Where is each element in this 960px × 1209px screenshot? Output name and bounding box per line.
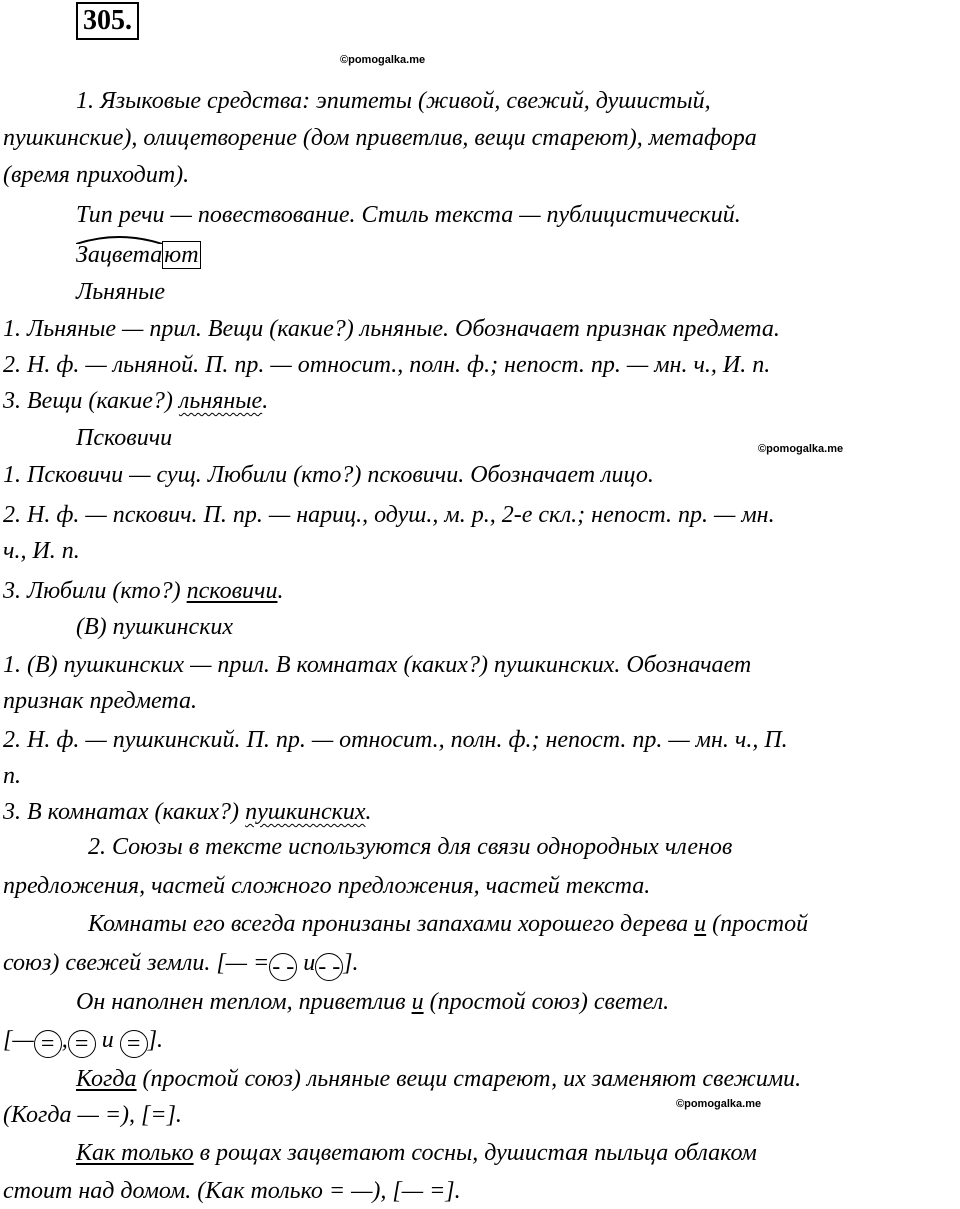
watermark: ©pomogalka.me (758, 443, 844, 455)
section3-line-5: 3. В комнатах (каких?) пушкинских. (3, 799, 372, 825)
sentence3-scheme: (Когда — =), [=]. (3, 1102, 182, 1128)
section3-line-2: признак предмета. (3, 688, 197, 714)
intro-line-1: 1. Языковые средства: эпитеты (живой, свежий, душистый, (76, 88, 711, 114)
section-title-lnyanye: Льняные (76, 279, 166, 305)
section2-line-3: ч., И. п. (3, 538, 80, 564)
intro-line-2: пушкинские), олицетворение (дом приветлив, вещи стареют), метафора (3, 125, 757, 151)
word-root: Зацвета (76, 242, 162, 268)
section3-line-1: 1. (В) пушкинских — прил. В комнатах (каких?) пушкинских. Обозначает (3, 652, 752, 678)
word-ending: ют (164, 242, 199, 268)
underlined-word: псковичи (186, 578, 278, 604)
circled-member-icon: = (34, 1030, 62, 1058)
part2-line-2: предложения, частей сложного предложения, частей текста. (3, 873, 651, 899)
sentence2-scheme: [— = , = и = ]. (3, 1027, 164, 1057)
section1-line-3: 3. Вещи (какие?) льняные. (3, 388, 269, 414)
section1-line-1: 1. Льняные — прил. Вещи (какие?) льняные. Обозначает признак предмета. (3, 316, 780, 342)
section-title-pskovichi: Псковичи (76, 425, 173, 451)
conjunction: и (694, 911, 707, 937)
conjunction: и (411, 989, 424, 1015)
wavy-underlined-word: льняные (178, 388, 263, 414)
section2-line-2: 2. Н. ф. — пскович. П. пр. — нариц., одуш., м. р., 2-е скл.; непост. пр. — мн. (3, 502, 775, 528)
sentence1-scheme: союз) свежей земли. [— = - - и - - ]. (3, 950, 359, 980)
watermark: ©pomogalka.me (676, 1098, 762, 1110)
section-title-pushkinskikh: (В) пушкинских (76, 614, 234, 640)
sentence3-line-1: Когда (простой союз) льняные вещи стареют, их заменяют свежими. (76, 1066, 802, 1092)
conjunction: Когда (76, 1066, 137, 1092)
wavy-underlined-word: пушкинских (245, 799, 366, 825)
section2-line-1: 1. Псковичи — сущ. Любили (кто?) псковичи. Обозначает лицо. (3, 462, 654, 488)
conjunction: Как только (76, 1140, 194, 1166)
exercise-number: 305. (76, 2, 139, 40)
intro-line-4: Тип речи — повествование. Стиль текста — публицистический. (76, 202, 741, 228)
sentence4-line-1: Как только в рощах зацветают сосны, душистая пыльца облаком (76, 1140, 757, 1166)
circled-member-icon: - - (269, 953, 297, 981)
root-arc-icon (76, 234, 162, 244)
circled-member-icon: = (68, 1030, 96, 1058)
morphemic-parse (76, 240, 201, 270)
section3-line-4: п. (3, 763, 21, 789)
circled-member-icon: = (120, 1030, 148, 1058)
sentence2-line-1: Он наполнен теплом, приветлив и (простой союз) светел. (76, 989, 670, 1015)
circled-member-icon: - - (315, 953, 343, 981)
section1-line-2: 2. Н. ф. — льняной. П. пр. — относит., полн. ф.; непост. пр. — мн. ч., И. п. (3, 352, 771, 378)
section3-line-3: 2. Н. ф. — пушкинский. П. пр. — относит., полн. ф.; непост. пр. — мн. ч., П. (3, 727, 788, 753)
intro-line-3: (время приходит). (3, 162, 190, 188)
part2-line-1: 2. Союзы в тексте используются для связи однородных членов (88, 834, 733, 860)
watermark: ©pomogalka.me (340, 54, 426, 66)
sentence1-line-1: Комнаты его всегда пронизаны запахами хорошего дерева и (простой (88, 911, 809, 937)
sentence4-scheme: стоит над домом. (Как только = —), [— =]. (3, 1178, 461, 1204)
section2-line-4: 3. Любили (кто?) псковичи. (3, 578, 284, 604)
